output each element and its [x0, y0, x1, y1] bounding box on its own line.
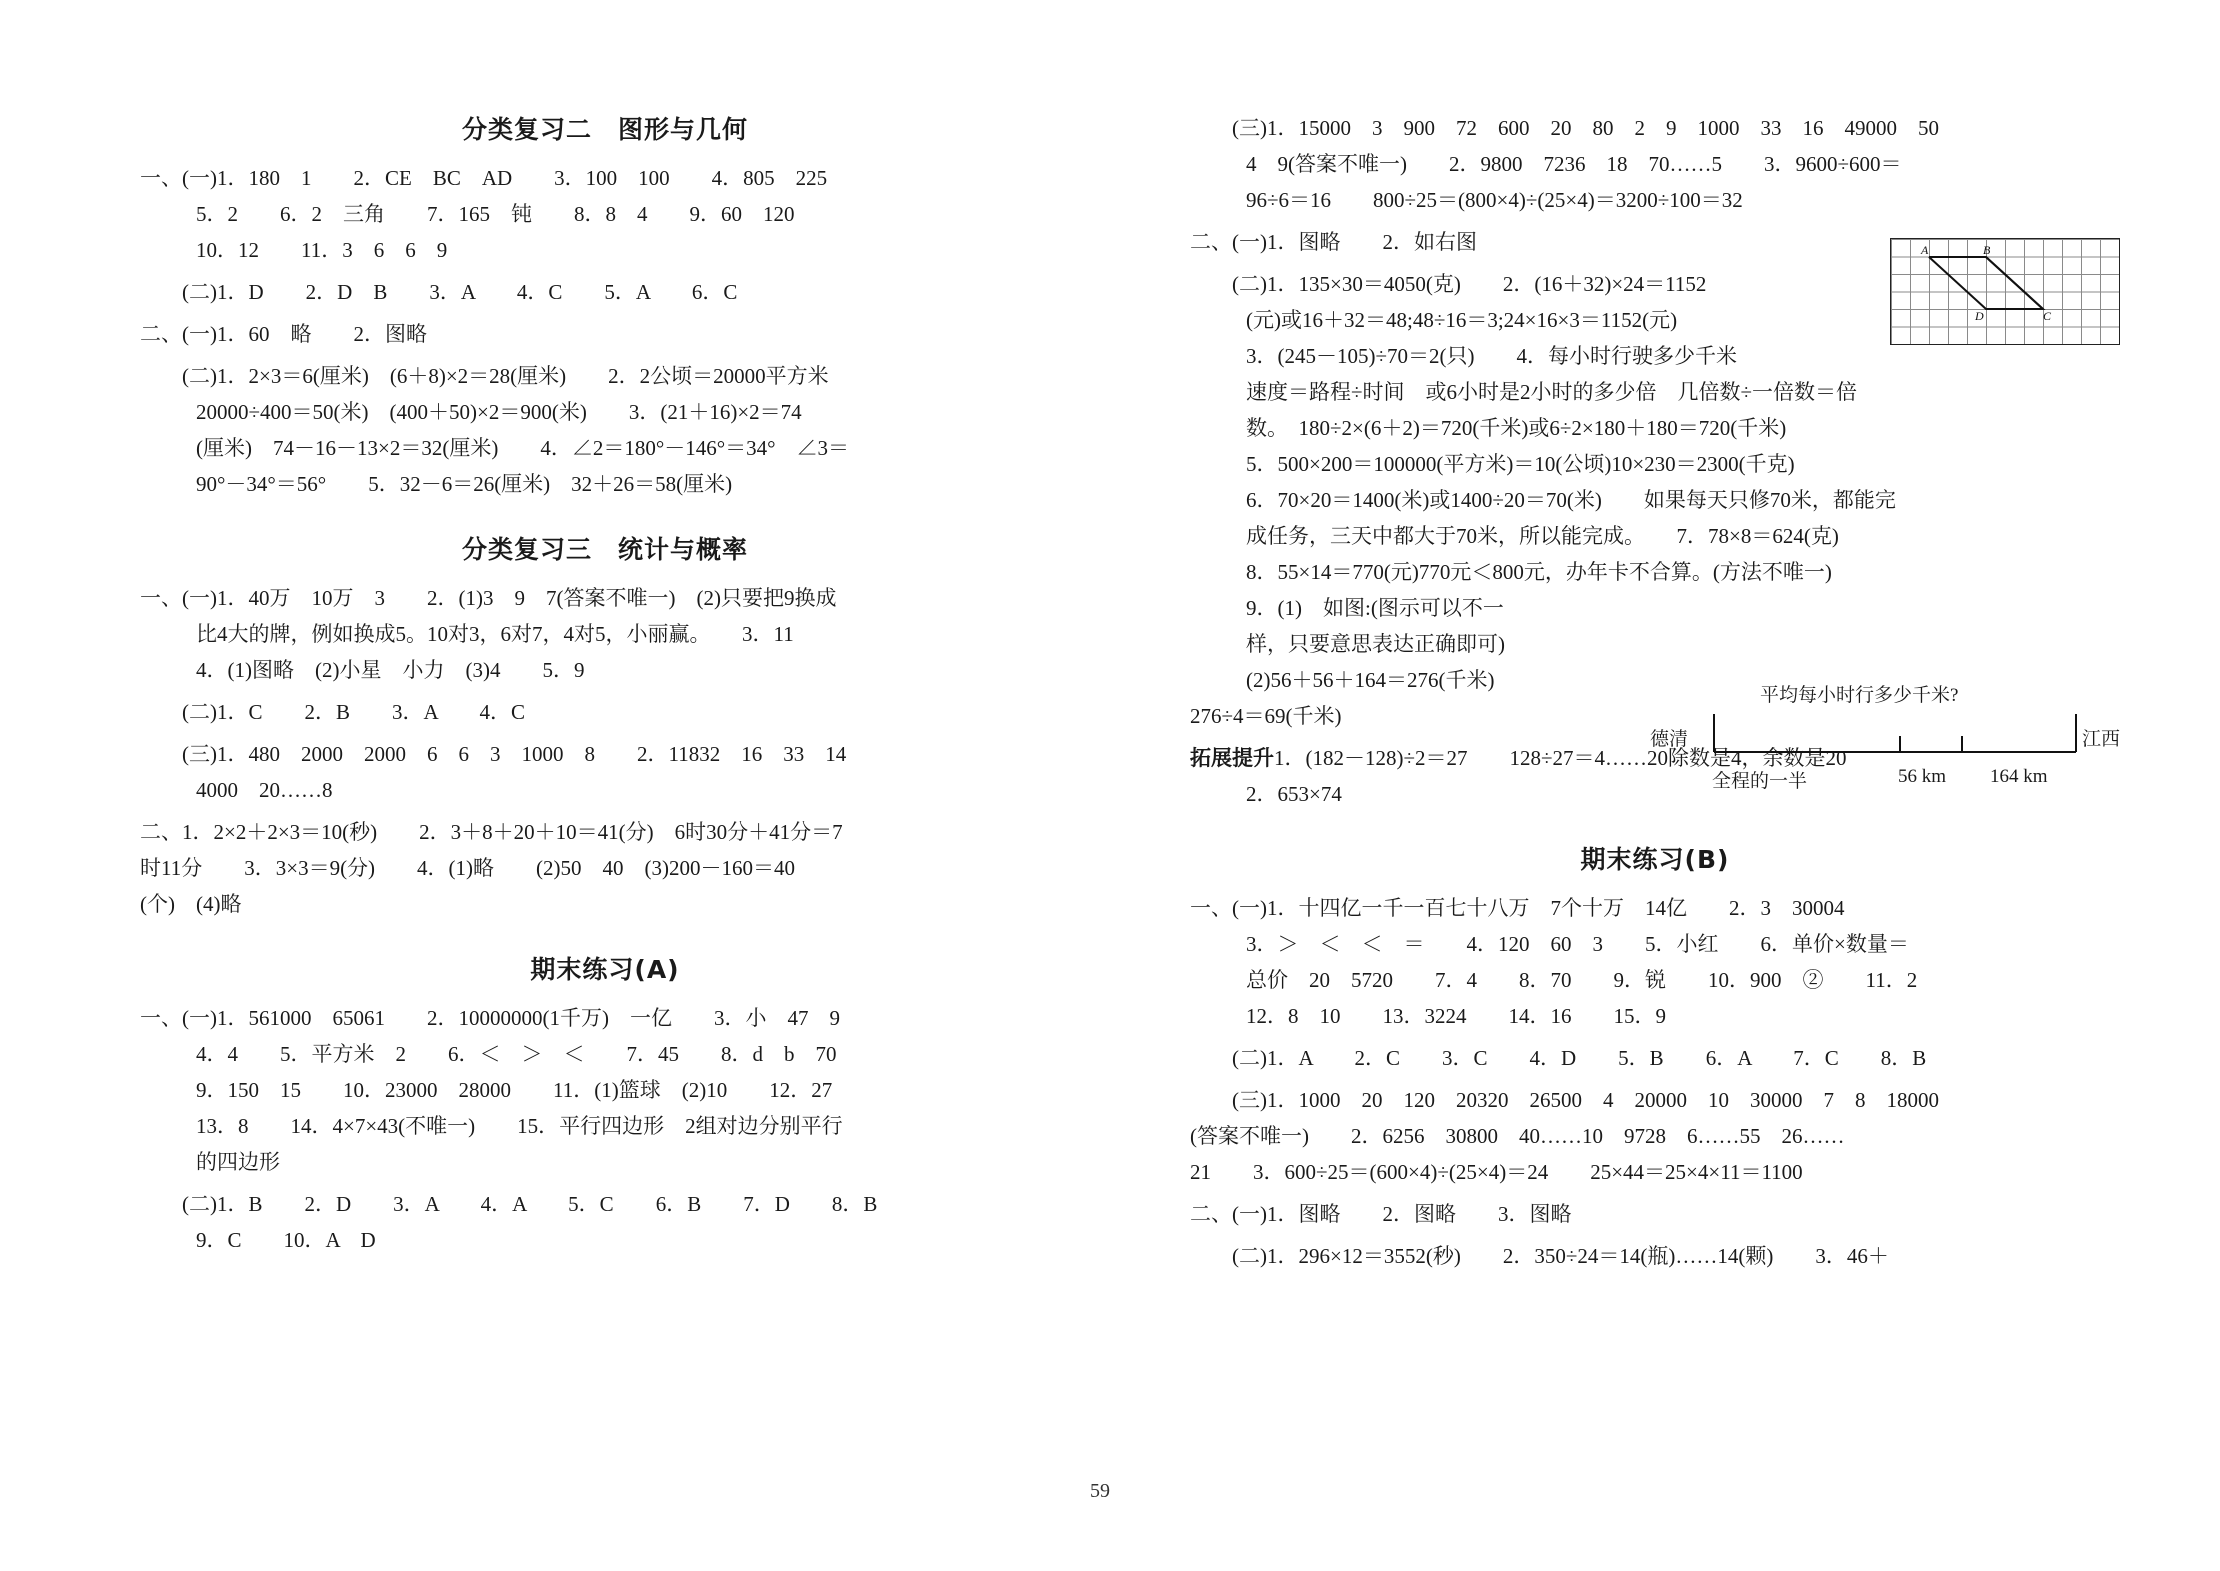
answer-block	[140, 1000, 1070, 1180]
block-line: 9．C 10．A D	[196, 1228, 376, 1252]
answer-block	[140, 694, 1070, 730]
block-line: 8．55×14＝770(元)770元＜800元，办年卡不合算。(方法不唯一)	[1246, 560, 1832, 584]
grid-label-d: D	[1975, 309, 1984, 323]
answer-block	[140, 358, 1070, 502]
answer-block	[1190, 1238, 2120, 1274]
block-line: 1．B 2．D 3．A 4．A 5．C 6．B 7．D 8．B	[217, 1192, 878, 1216]
block-line: 1．40万 10万 3 2．(1)3 9 7(答案不唯一) (2)只要把9换成	[217, 586, 837, 610]
block-line: 5．2 6．2 三角 7．165 钝 8．8 4 9．60 120	[196, 202, 795, 226]
block-lead: (二)	[140, 1192, 217, 1216]
bracket-left-label: 德清	[1650, 729, 1689, 750]
block-line: 的四边形	[196, 1150, 280, 1174]
block-line: 1．135×30＝4050(克) 2．(16＋32)×24＝1152	[1267, 272, 1707, 296]
block-line: 4．(1)图略 (2)小星 小力 (3)4 5．9	[196, 658, 585, 682]
block-line: 13．8 14．4×7×43(不唯一) 15．平行四边形 2组对边分别平行	[196, 1114, 843, 1138]
block-line: 9．150 15 10．23000 28000 11．(1)篮球 (2)10 12．27	[196, 1078, 833, 1102]
block-line: 时11分 3．3×3＝9(分) 4．(1)略 (2)50 40 (3)200－160＝40	[140, 856, 796, 880]
block-line: 5．500×200＝100000(平方米)＝10(公顷)10×230＝2300(千克)	[1246, 452, 1795, 476]
block-line: 10．12 11．3 6 6 9	[196, 238, 448, 262]
answer-block	[140, 316, 1070, 352]
section-title-2: 分类复习三 统计与概率	[461, 535, 748, 564]
block-line: 1．D 2．D B 3．A 4．C 5．A 6．C	[217, 280, 738, 304]
block-line: 6．70×20＝1400(米)或1400÷20＝70(米) 如果每天只修70米，都能完	[1246, 488, 1896, 512]
block-lead: (二)	[140, 280, 217, 304]
block-line: 数。 180÷2×(6＋2)＝720(千米)或6÷2×180＋180＝720(千米)	[1246, 416, 1787, 440]
bracket-caption: 平均每小时行多少千米?	[1760, 685, 1959, 706]
block-line: 1．60 略 2．图略	[217, 322, 427, 346]
section-title-3: 期末练习(A)	[530, 955, 680, 984]
block-line: 3．＞ ＜ ＜ ＝ 4．120 60 3 5．小红 6．单价×数量＝	[1246, 932, 1909, 956]
block-line: 成任务，三天中都大于70米，所以能完成。 7．78×8＝624(克)	[1246, 524, 1839, 548]
bracket-sub-label-1: 全程的一半	[1712, 771, 1808, 792]
block-line: 2．653×74	[1246, 782, 1342, 806]
answer-block	[1190, 1040, 2120, 1076]
block-line: 21 3．600÷25＝(600×4)÷(25×4)＝24 25×44＝25×4×11＝1100	[1190, 1160, 1803, 1184]
grid-label-c: C	[2043, 309, 2052, 323]
bracket-right-label: 江西	[2081, 729, 2120, 750]
answer-block	[140, 580, 1070, 688]
block-lead: (二)	[1190, 272, 1267, 296]
block-line: 样，只要意思表达正确即可)	[1246, 632, 1505, 656]
block-line: (个) (4)略	[140, 892, 242, 916]
answer-block	[140, 160, 1070, 268]
bracket-sub-label-3: 164 km	[1990, 766, 2048, 787]
section-title-1: 分类复习二 图形与几何	[461, 115, 748, 144]
block-lead: (二)	[1190, 1046, 1267, 1070]
block-line: 1．图略 2．如右图	[1267, 230, 1477, 254]
block-line: (答案不唯一) 2．6256 30800 40……10 9728 6……55 26……	[1190, 1124, 1845, 1148]
block-lead: 二、(一)	[140, 322, 217, 346]
block-line: 1．A 2．C 3．C 4．D 5．B 6．A 7．C 8．B	[1267, 1046, 1927, 1070]
block-lead: (二)	[140, 700, 217, 724]
block-lead: 二、	[140, 820, 182, 844]
block-lead: 二、(一)	[1190, 230, 1267, 254]
section-title-4: 期末练习(B)	[1580, 845, 1730, 874]
block-lead: 一、(一)	[140, 1006, 217, 1030]
answer-block	[1190, 890, 2120, 1034]
block-line: 1．180 1 2．CE BC AD 3．100 100 4．805 225	[217, 166, 828, 190]
block-line: 1．C 2．B 3．A 4．C	[217, 700, 526, 724]
block-lead: 一、(一)	[140, 166, 217, 190]
left-column	[140, 110, 1070, 1264]
block-line: 4．4 5．平方米 2 6．＜ ＞ ＜ 7．45 8．d b 70	[196, 1042, 837, 1066]
block-line: 276÷4＝69(千米)	[1190, 704, 1342, 728]
grid-label-b: B	[1983, 243, 1991, 257]
block-line: 90°－34°＝56° 5．32－6＝26(厘米) 32＋26＝58(厘米)	[196, 472, 733, 496]
block-line: 总价 20 5720 7．4 8．70 9．锐 10．900 ② 11．2	[1246, 968, 1918, 992]
block-line: 3．(245－105)÷70＝2(只) 4．每小时行驶多少千米	[1246, 344, 1737, 368]
block-lead: 一、(一)	[140, 586, 217, 610]
block-line: 4 9(答案不唯一) 2．9800 7236 18 70……5 3．9600÷600＝	[1246, 152, 1902, 176]
bracket-sub-label-2: 56 km	[1898, 766, 1947, 787]
block-line: (2)56＋56＋164＝276(千米)	[1246, 668, 1495, 692]
block-line: 1．图略 2．图略 3．图略	[1267, 1202, 1572, 1226]
block-line: 1．480 2000 2000 6 6 3 1000 8 2．11832 16 33 14	[217, 742, 847, 766]
block-line: 1．15000 3 900 72 600 20 80 2 9 1000 33 16 49000 50	[1267, 116, 1939, 140]
block-line: 20000÷400＝50(米) (400＋50)×2＝900(米) 3．(21＋16)×2＝74	[196, 400, 802, 424]
block-line: 1．2×3＝6(厘米) (6＋8)×2＝28(厘米) 2．2公顷＝20000平方米	[217, 364, 829, 388]
answer-block	[1190, 110, 2120, 218]
block-line: 9．(1) 如图:(图示可以不一	[1246, 596, 1504, 620]
block-lead: (二)	[1190, 1244, 1267, 1268]
answer-block	[140, 736, 1070, 808]
block-line: 96÷6＝16 800÷25＝(800×4)÷(25×4)＝3200÷100＝32	[1246, 188, 1743, 212]
block-lead: 一、(一)	[1190, 896, 1267, 920]
block-lead: (二)	[140, 364, 217, 388]
block-line: (元)或16＋32＝48;48÷16＝3;24×16×3＝1152(元)	[1246, 308, 1678, 332]
answer-block	[1190, 1082, 2120, 1190]
block-line: (厘米) 74－16－13×2＝32(厘米) 4．∠2＝180°－146°＝34° ∠3＝	[196, 436, 850, 460]
answer-block	[140, 1186, 1070, 1258]
block-lead: (三)	[1190, 1088, 1267, 1112]
bracket-drawing	[1710, 710, 2080, 764]
grid-label-a: A	[1921, 243, 1929, 257]
answer-block	[140, 814, 1070, 922]
block-lead: (三)	[140, 742, 217, 766]
answer-block	[140, 274, 1070, 310]
answer-block	[1190, 1196, 2120, 1232]
block-line: 速度＝路程÷时间 或6小时是2小时的多少倍 几倍数÷一倍数＝倍	[1246, 380, 1858, 404]
page-number: 59	[1090, 1480, 1110, 1502]
block-lead: 拓展提升	[1190, 746, 1274, 770]
block-lead: 二、(一)	[1190, 1202, 1267, 1226]
block-line: 12．8 10 13．3224 14．16 15．9	[1246, 1004, 1666, 1028]
bracket-figure	[1650, 680, 2120, 800]
block-line: 比4大的牌，例如换成5。10对3，6对7，4对5，小丽赢。 3．11	[196, 622, 794, 646]
block-line: 4000 20……8	[196, 778, 333, 802]
block-lead: (三)	[1190, 116, 1267, 140]
block-line: 1．2×2＋2×3＝10(秒) 2．3＋8＋20＋10＝41(分) 6时30分＋41分＝7	[182, 820, 843, 844]
block-line: 1．1000 20 120 20320 26500 4 20000 10 30000 7 8 18000	[1267, 1088, 1939, 1112]
block-line: 1．561000 65061 2．10000000(1千万) 一亿 3．小 47 9	[217, 1006, 840, 1030]
block-line: 1．十四亿一千一百七十八万 7个十万 14亿 2．3 30004	[1267, 896, 1845, 920]
grid-figure	[1890, 238, 2120, 345]
block-line: 1．(182－128)÷2＝27 128÷27＝4……20除数是4，余数是20	[1274, 746, 1847, 770]
block-line: 1．296×12＝3552(秒) 2．350÷24＝14(瓶)……14(颗) 3．46＋	[1267, 1244, 1889, 1268]
